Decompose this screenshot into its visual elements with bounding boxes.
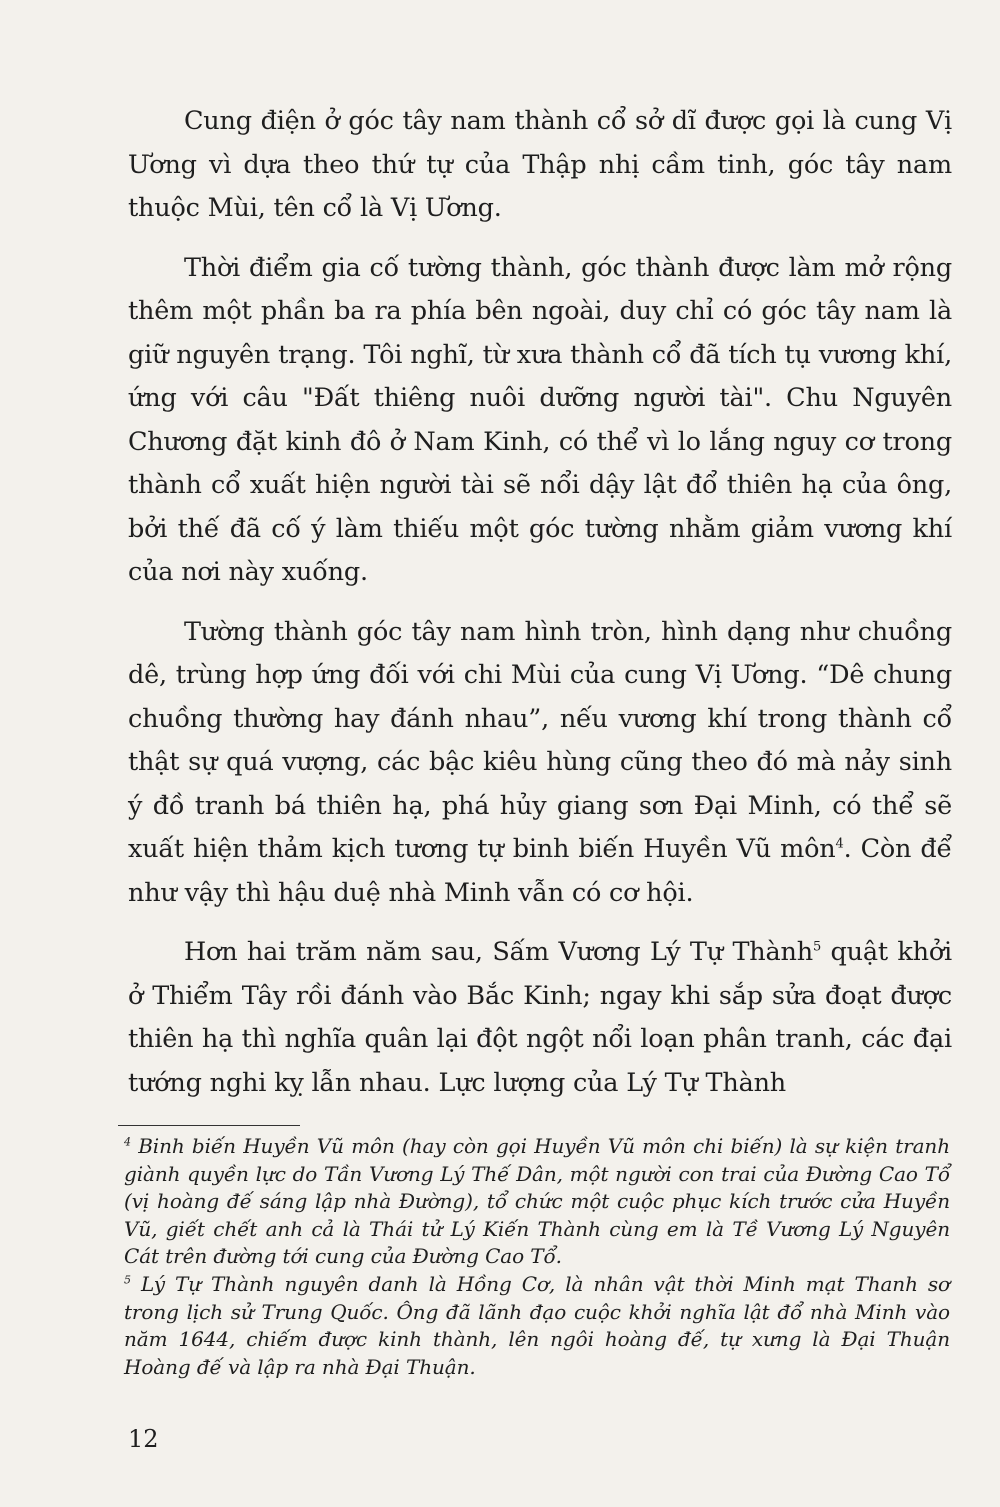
paragraph-3-text-before: Tường thành góc tây nam hình tròn, hình dạng như chuồng dê, trùng hợp ứng đối với chi Mùi của cung Vị Ương. “Dê chung chuồng thường hay đánh nhau”, nếu vương khí trong thành cổ thật sự quá vượng, các bậc kiêu hùng cũng theo đó mà nảy sinh ý đồ tranh bá thiên hạ, phá hủy giang sơn Đại Minh, có thể sẽ xuất hiện thảm kịch tương tự binh biến Huyền Vũ môn — [128, 616, 952, 864]
footnote-5-text: Lý Tự Thành nguyên danh là Hồng Cơ, là nhân vật thời Minh mạt Thanh sơ trong lịch sử Trung Quốc. Ông đã lãnh đạo cuộc khởi nghĩa lật đổ nhà Minh vào năm 1644, chiếm được kinh thành, lên ngôi hoàng đế, tự xưng là Đại Thuận Hoàng đế và lập ra nhà Đại Thuận. — [124, 1271, 950, 1379]
paragraph-3-text-after: . Còn để như vậy thì hậu duệ nhà Minh vẫn có cơ hội. — [128, 834, 953, 908]
footnote-ref-4[interactable]: 4 — [835, 836, 844, 852]
paragraph-1 — [128, 100, 952, 231]
footnote-4-text: Binh biến Huyền Vũ môn (hay còn gọi Huyền Vũ môn chi biến) là sự kiện tranh giành quyền lực do Tần Vương Lý Thế Dân, một người con trai của Đường Cao Tổ (vị hoàng đế sáng lập nhà Đường), tổ chức một cuộc phục kích trước cửa Huyền Vũ, giết chết anh cả là Thái tử Lý Kiến Thành cùng em là Tề Vương Lý Nguyên Cát trên đường tới cung của Đường Cao Tổ. — [124, 1134, 950, 1269]
page-number: 12 — [128, 1425, 159, 1453]
paragraph-2-text: Thời điểm gia cố tường thành, góc thành được làm mở rộng thêm một phần ba ra phía bên ngoài, duy chỉ có góc tây nam là giữ nguyên trạng. Tôi nghĩ, từ xưa thành cổ đã tích tụ vương khí, ứng với câu "Đất thiêng nuôi dưỡng người tài". Chu Nguyên Chương đặt kinh đô ở Nam Kinh, có thể vì lo lắng nguy cơ trong thành cổ xuất hiện người tài sẽ nổi dậy lật đổ thiên hạ của ông, bởi thế đã cố ý làm thiếu một góc tường nhằm giảm vương khí của nơi này xuống. — [128, 252, 952, 587]
footnote-5-mark: 5 — [124, 1273, 131, 1287]
footnote-4-mark: 4 — [124, 1135, 131, 1149]
paragraph-2 — [128, 247, 952, 595]
footnotes — [124, 1133, 950, 1381]
paragraph-4 — [128, 931, 952, 1105]
footnote-ref-5[interactable]: 5 — [812, 939, 822, 955]
paragraph-4-text-after: quật khởi ở Thiểm Tây rồi đánh vào Bắc Kinh; ngay khi sắp sửa đoạt được thiên hạ thì nghĩa quân lại đột ngột nổi loạn phân tranh, các đại tướng nghi kỵ lẫn nhau. Lực lượng của Lý Tự Thành — [128, 937, 952, 1098]
footnote-5 — [124, 1271, 950, 1381]
paragraph-4-text-before: Hơn hai trăm năm sau, Sấm Vương Lý Tự Thành — [184, 937, 813, 967]
footnote-4 — [124, 1133, 950, 1271]
main-text — [128, 100, 952, 1121]
footnote-divider — [118, 1125, 300, 1126]
paragraph-3 — [128, 611, 952, 916]
paragraph-1-text: Cung điện ở góc tây nam thành cổ sở dĩ được gọi là cung Vị Ương vì dựa theo thứ tự của Thập nhị cầm tinh, góc tây nam thuộc Mùi, tên cổ là Vị Ương. — [128, 106, 952, 223]
